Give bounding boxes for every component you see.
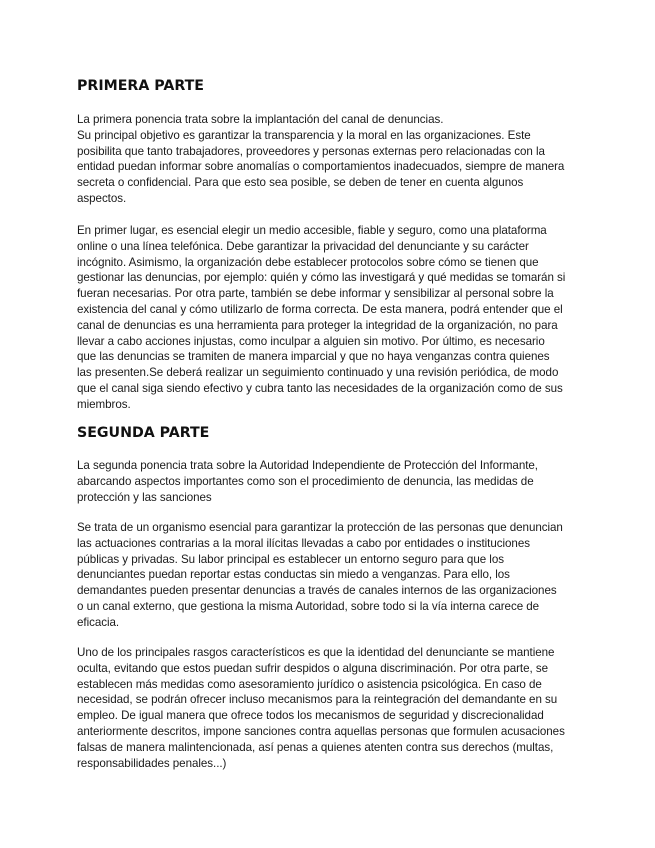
text-line: llevar a cabo acciones injustas, como inculpar a alguien sin motivo. Por último, es necesario xyxy=(77,334,545,348)
text-line: secreta o confidencial. Para que esto sea posible, se deben de tener en cuenta algunos xyxy=(77,176,524,190)
text-line: que el canal siga siendo efectivo y cubra tanto las necesidades de la organización como de sus xyxy=(77,381,563,395)
text-line: entidad puedan informar sobre anomalías o comportamientos inadecuados, siempre de manera xyxy=(77,160,565,174)
paragraph-intro-autoridad xyxy=(77,458,538,505)
text-line: existencia del canal y cómo utilizarlo de forma correcta. De esta manera, podrá entender que el xyxy=(77,302,563,316)
paragraph-rasgos-medidas xyxy=(77,645,565,771)
text-line: abarcando aspectos importantes como son el procedimiento de denuncia, las medidas de xyxy=(77,474,534,488)
text-line: públicas y privadas. Su labor principal es establecer un entorno seguro para que los xyxy=(77,552,504,566)
text-line: responsabilidades penales...) xyxy=(77,756,227,770)
text-line: posibilita que tanto trabajadores, proveedores y personas externas pero relacionadas con la xyxy=(77,144,545,158)
text-line: oculta, evitando que estos puedan sufrir despidos o alguna discriminación. Por otra parte, se xyxy=(77,661,548,675)
text-line: online o una línea telefónica. Debe garantizar la privacidad del denunciante y su carácter xyxy=(77,239,529,253)
text-line: necesidad, se podrán ofrecer incluso mecanismos para la reintegración del demandante en su xyxy=(77,693,558,707)
text-line: denunciantes puedan reportar estas conductas sin miedo a venganzas. Para ello, los xyxy=(77,568,510,582)
text-line: demandantes pueden presentar denuncias a través de canales internos de las organizaciones xyxy=(77,584,557,598)
text-line: establecen más medidas como asesoramiento jurídico o asistencia psicológica. En caso de xyxy=(77,677,542,691)
paragraph-requisitos-canal xyxy=(77,223,565,413)
text-line: protección y las sanciones xyxy=(77,490,212,504)
section-heading-segunda-parte: SEGUNDA PARTE xyxy=(77,425,210,441)
text-line: La primera ponencia trata sobre la implantación del canal de denuncias. xyxy=(77,113,444,126)
text-line: o un canal externo, que gestiona la misma Autoridad, sobre todo si la vía interna carece de xyxy=(77,599,540,613)
text-line: canal de denuncias es una herramienta para proteger la integridad de la organización, no para xyxy=(77,318,558,332)
text-line: falsas de manera malintencionada, así penas a quienes atenten contra sus derechos (multas, xyxy=(77,740,554,754)
text-line: incógnito. Asimismo, la organización debe establecer protocolos sobre cómo se tienen que xyxy=(77,255,539,269)
text-line: Uno de los principales rasgos característicos es que la identidad del denunciante se mantiene xyxy=(77,646,555,659)
text-line: Se trata de un organismo esencial para garantizar la protección de las personas que denuncian xyxy=(77,521,563,534)
text-line: eficacia. xyxy=(77,615,120,629)
text-line: gestionar las denuncias, por ejemplo: quién y cómo las investigará y qué medidas se tomarán si xyxy=(77,271,566,285)
section-heading-primera-parte: PRIMERA PARTE xyxy=(77,78,204,94)
paragraph-intro-canal-denuncias xyxy=(77,112,564,207)
text-line: aspectos. xyxy=(77,191,127,205)
text-line: empleo. De igual manera que ofrece todos los mecanismos de seguridad y discrecionalidad xyxy=(77,709,544,723)
text-line: las presenten.Se deberá realizar un seguimiento continuado y una revisión periódica, de modo xyxy=(77,366,559,380)
text-line: fueran necesarias. Por otra parte, también se debe informar y sensibilizar al personal sobre la xyxy=(77,287,554,301)
paragraph-organismo xyxy=(77,520,563,631)
text-line: En primer lugar, es esencial elegir un medio accesible, fiable y seguro, como una plataforma xyxy=(77,224,547,237)
text-line: las actuaciones contrarias a la moral ilícitas llevadas a cabo por entidades o instituciones xyxy=(77,536,530,550)
text-line: miembros. xyxy=(77,397,131,411)
text-line: La segunda ponencia trata sobre la Autoridad Independiente de Protección del Informante, xyxy=(77,459,538,472)
text-line: anteriormente descritos, impone sanciones contra aquellas personas que formulen acusaciones xyxy=(77,724,565,738)
text-line: Su principal objetivo es garantizar la transparencia y la moral en las organizaciones. Este xyxy=(77,128,531,142)
text-line: que las denuncias se tramiten de manera imparcial y que no haya venganzas contra quienes xyxy=(77,350,550,364)
